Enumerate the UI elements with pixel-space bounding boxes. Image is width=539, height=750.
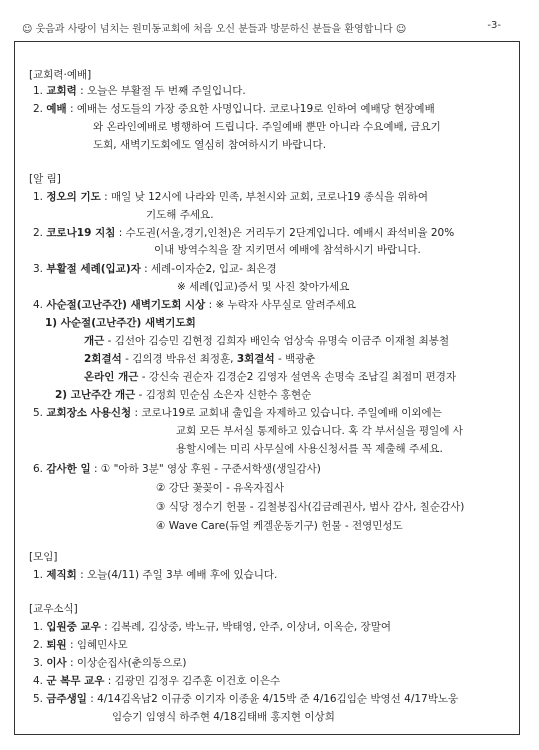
item-text: : 임혜민사모 [66,639,128,651]
lent-online-attendance [84,370,456,384]
item-text: : 매일 낮 12시에 나라와 민족, 부천시와 교회, 코로나19 종식을 위하여 [100,191,428,203]
item-label: 이사 [46,657,67,669]
lent-absences [84,352,316,366]
item-number: 1. [33,85,44,97]
item-number: 5. [33,407,44,419]
item-facility-request-cont1: 교회 모든 부서실 통제하고 있습니다. 혹 각 부서실을 평일에 사 [176,425,463,437]
item-number: 4. [33,299,44,311]
item-lent-award [33,298,356,312]
item-noon-prayer-cont: 기도해 주세요. [146,209,214,221]
row-label: 2) 고난주간 개근 [55,389,136,401]
row-label: 3회결석 [236,353,275,365]
item-thanks-4: ④ Wave Care(듀얼 케겔운동기구) 헌물 - 전영민성도 [156,520,403,532]
item-text: : 코로나19로 교회내 출입을 자제하고 있습니다. 주일예배 이외에는 [131,407,442,419]
row-text: - 강신숙 권순자 김경순2 김영자 설연옥 손명숙 조남길 최점미 편경자 [138,371,457,383]
item-number: 6. [33,463,44,475]
item-worship [33,102,435,116]
item-label: 군 복무 교우 [46,675,105,687]
item-label: 사순절(고난주간) 새벽기도회 시상 [46,299,206,311]
item-text: : 김광민 김정우 김주훈 이건호 이은수 [104,675,281,687]
item-label: 부활절 세례(입교)자 [46,263,141,275]
item-number: 1. [33,191,44,203]
item-label: 예배 [46,103,67,115]
item-number: 2. [33,103,44,115]
item-text: : 세례-이자순2, 입교- 최은경 [140,263,277,275]
item-text: : 수도권(서울,경기,인천)은 거리두기 2단계입니다. 예배시 좌석비율 20% [115,227,455,239]
item-facility-request-cont2: 용할시에는 미리 사무실에 사용신청서를 꼭 제출해 주세요. [176,443,443,455]
item-text: : ① "아하 3분" 영상 후원 - 구준서학생(생일감사) [90,463,321,475]
item-discharged [33,638,128,652]
item-number: 2. [33,227,44,239]
item-number: 2. [33,639,44,651]
row-label: 개근 [84,335,105,347]
section-title-meetings: [모임] [29,551,58,563]
item-text: : 오늘은 부활절 두 번째 주일입니다. [76,85,246,97]
row-text: - 김정희 민순심 소은자 신한수 홍현순 [135,389,312,401]
section-title-member-news: [교우소식] [29,603,78,615]
row-text: - 김의경 박유선 최정훈, [121,353,237,365]
row-text: - 백광춘 [274,353,316,365]
item-text: : 예배는 성도들의 가장 중요한 사명입니다. 코로나19로 인하여 예배당 현장예배 [66,103,435,115]
item-thanks-2: ② 강단 꽃꽂이 - 유옥자집사 [156,482,284,494]
item-easter-baptism-note: ※ 세례(입교)증서 및 사진 찾아가세요 [177,281,350,293]
item-text: : 김복례, 김상중, 박노규, 박태영, 안주, 이상녀, 이옥순, 장말여 [100,621,391,633]
item-moved [33,656,187,670]
row-text: - 김선아 김승민 김현정 김희자 배인숙 엄상숙 유명숙 이금주 이재철 최봉철 [104,335,450,347]
item-church-calendar [33,84,246,98]
item-label: 코로나19 지침 [46,227,116,239]
item-deacons-meeting [33,568,277,582]
item-text: : 오늘(4/11) 주일 3부 예배 후에 있습니다. [76,569,278,581]
item-worship-cont1: 와 온라인예배로 병행하여 드립니다. 주일예배 뿐만 아니라 수요예배, 금요기 [93,121,441,133]
item-thanks-3: ③ 식당 정수기 헌물 - 김철봉집사(김금례권사, 범사 감사, 칠순감사) [156,501,465,513]
item-facility-request [33,406,442,420]
item-number: 3. [33,657,44,669]
item-text: : 이상순집사(춘의동으로) [66,657,187,669]
page-number: -3- [487,20,501,31]
item-birthdays-cont: 임승기 임영식 하주현 4/18김태배 홍지현 이상희 [112,711,335,723]
row-label: 2회결석 [84,353,122,365]
item-text: : ※ 누락자 사무실로 알려주세요 [205,299,357,311]
item-noon-prayer [33,190,428,204]
item-thanks [33,462,321,476]
item-text: : 4/14김옥남2 이규중 이기자 이종윤 4/15박 준 4/16김임순 박영선 4/17박노웅 [86,693,459,705]
item-label: 교회력 [46,85,77,97]
section-title-worship: [교회력·예배] [29,69,92,81]
item-military-service [33,674,280,688]
header-greeting: ☺ 웃음과 사랑이 넘치는 원미동교회에 처음 오신 분들과 방문하신 분들을 환영합니다 ☺ [22,24,407,35]
item-label: 금주생일 [46,693,87,705]
item-covid-guideline-cont: 이내 방역수칙을 잘 지키면서 예배에 참석하시기 바랍니다. [154,244,421,256]
item-label: 제직회 [46,569,77,581]
item-covid-guideline [33,226,454,240]
item-number: 5. [33,693,44,705]
item-number: 3. [33,263,44,275]
lent-subsection-1: 1) 사순절(고난주간) 새벽기도회 [45,317,196,329]
item-number: 4. [33,675,44,687]
item-label: 감사한 일 [46,463,91,475]
item-number: 1. [33,569,44,581]
item-label: 교회장소 사용신청 [46,407,132,419]
item-birthdays [33,692,458,706]
item-label: 정오의 기도 [46,191,101,203]
item-number: 1. [33,621,44,633]
item-hospitalized [33,620,391,634]
section-title-notices: [알 림] [29,173,61,185]
row-label: 온라인 개근 [84,371,139,383]
page-header [0,20,539,36]
item-label: 입원중 교우 [46,621,101,633]
item-easter-baptism [33,262,277,276]
item-worship-cont2: 도회, 새벽기도회에도 열심히 참여하시기 바랍니다. [93,139,327,151]
lent-subsection-2 [55,388,311,402]
item-label: 퇴원 [46,639,67,651]
lent-perfect-attendance [84,334,449,348]
